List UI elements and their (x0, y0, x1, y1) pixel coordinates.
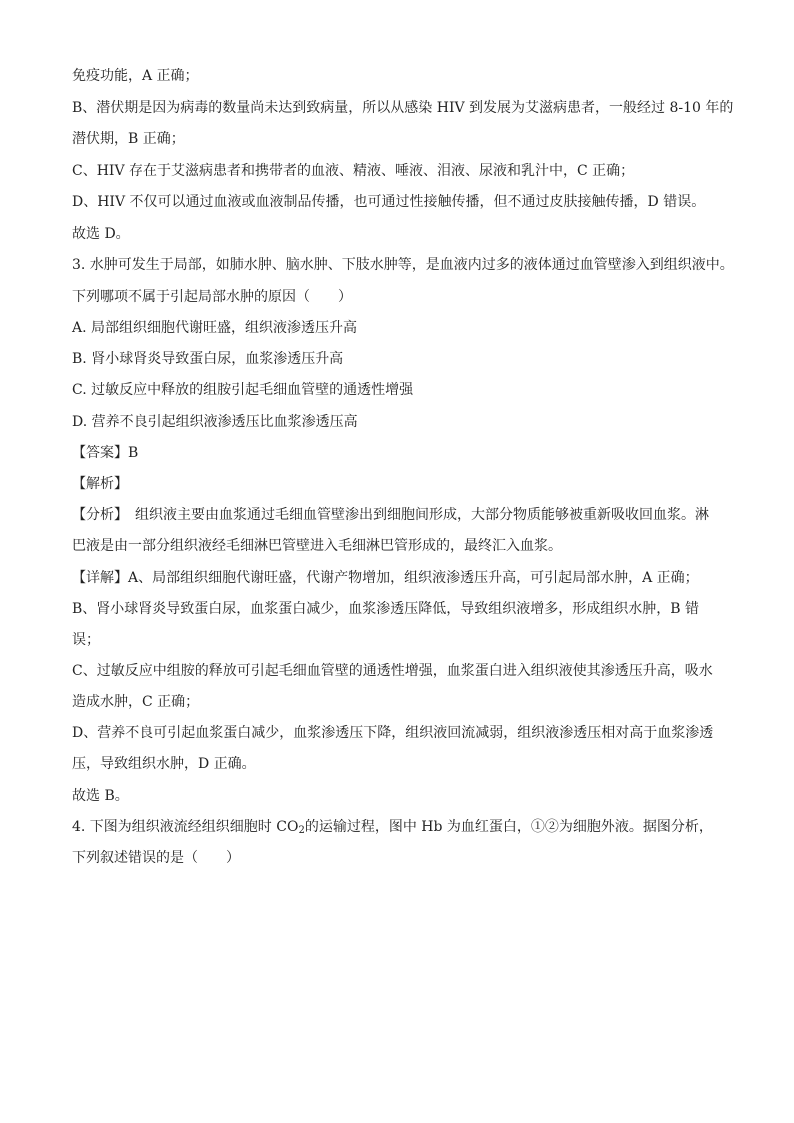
xiangjie-text: A、局部组织细胞代谢旺盛，代谢产物增加，组织液渗透压升高，可引起局部水肿，A 正确； (128, 570, 699, 586)
q4-text-pre: 4. 下图为组织液流经组织细胞时 CO (72, 819, 299, 835)
text-line: 造成水肿，C 正确； (72, 694, 200, 710)
xiangjie-tag: 【详解】 (72, 570, 128, 586)
answer-line (72, 443, 138, 463)
question-3-stem: 下列哪项不属于引起局部水肿的原因（ ） (72, 289, 352, 305)
text-line: 故选 D。 (72, 226, 130, 242)
fenxi-line (72, 505, 709, 525)
option-a: A. 局部组织细胞代谢旺盛，组织液渗透压升高 (72, 320, 358, 336)
text-line: B、肾小球肾炎导致蛋白尿，血浆蛋白减少，血浆渗透压降低，导致组织液增多，形成组织水肿，B 错 (72, 601, 700, 617)
fenxi-text: 组织液主要由血浆通过毛细血管壁渗出到细胞间形成，大部分物质能够被重新吸收回血浆。淋 (121, 507, 709, 523)
text-line: 故选 B。 (72, 788, 129, 804)
answer-tag: 【答案】 (72, 445, 128, 461)
text-line: 误； (72, 632, 100, 648)
text-line: 潜伏期，B 正确； (72, 131, 185, 147)
text-line: B、潜伏期是因为病毒的数量尚未达到致病量，所以从感染 HIV 到发展为艾滋病患者，一般经过 8-10 年的 (72, 100, 734, 116)
option-b: B. 肾小球肾炎导致蛋白尿，血浆渗透压升高 (72, 351, 344, 367)
text-line: C、HIV 存在于艾滋病患者和携带者的血液、精液、唾液、泪液、尿液和乳汁中，C 正确； (72, 163, 635, 179)
answer-value: B (128, 445, 139, 461)
subscript: 2 (298, 825, 305, 836)
question-3-stem: 3. 水肿可发生于局部，如肺水肿、脑水肿、下肢水肿等，是血液内过多的液体通过血管壁渗入到组织液中。 (72, 257, 734, 273)
text-line: C、过敏反应中组胺的释放可引起毛细血管壁的通透性增强，血浆蛋白进入组织液使其渗透压升高，吸水 (72, 663, 713, 679)
text-line: 巴液是由一部分组织液经毛细淋巴管壁进入毛细淋巴管形成的，最终汇入血浆。 (72, 538, 562, 554)
xiangjie-line (72, 568, 699, 588)
question-4-stem: 下列叙述错误的是（ ） (72, 850, 240, 866)
text-line: D、HIV 不仅可以通过血液或血液制品传播，也可通过性接触传播，但不通过皮肤接触传播，D 错误。 (72, 194, 706, 210)
text-line: 免疫功能，A 正确； (72, 68, 199, 84)
q4-text-post: 的运输过程，图中 Hb 为血红蛋白，①②为细胞外液。据图分析， (304, 819, 713, 835)
question-4-stem (72, 817, 713, 841)
option-d: D. 营养不良引起组织液渗透压比血浆渗透压高 (72, 414, 358, 430)
analysis-tag: 【解析】 (72, 476, 128, 492)
text-line: D、营养不良可引起血浆蛋白减少，血浆渗透压下降，组织液回流减弱，组织液渗透压相对高于血浆渗透 (72, 725, 714, 741)
text-line: 压，导致组织水肿，D 正确。 (72, 756, 256, 772)
fenxi-tag: 【分析】 (72, 507, 121, 523)
option-c: C. 过敏反应中释放的组胺引起毛细血管壁的通透性增强 (72, 382, 414, 398)
